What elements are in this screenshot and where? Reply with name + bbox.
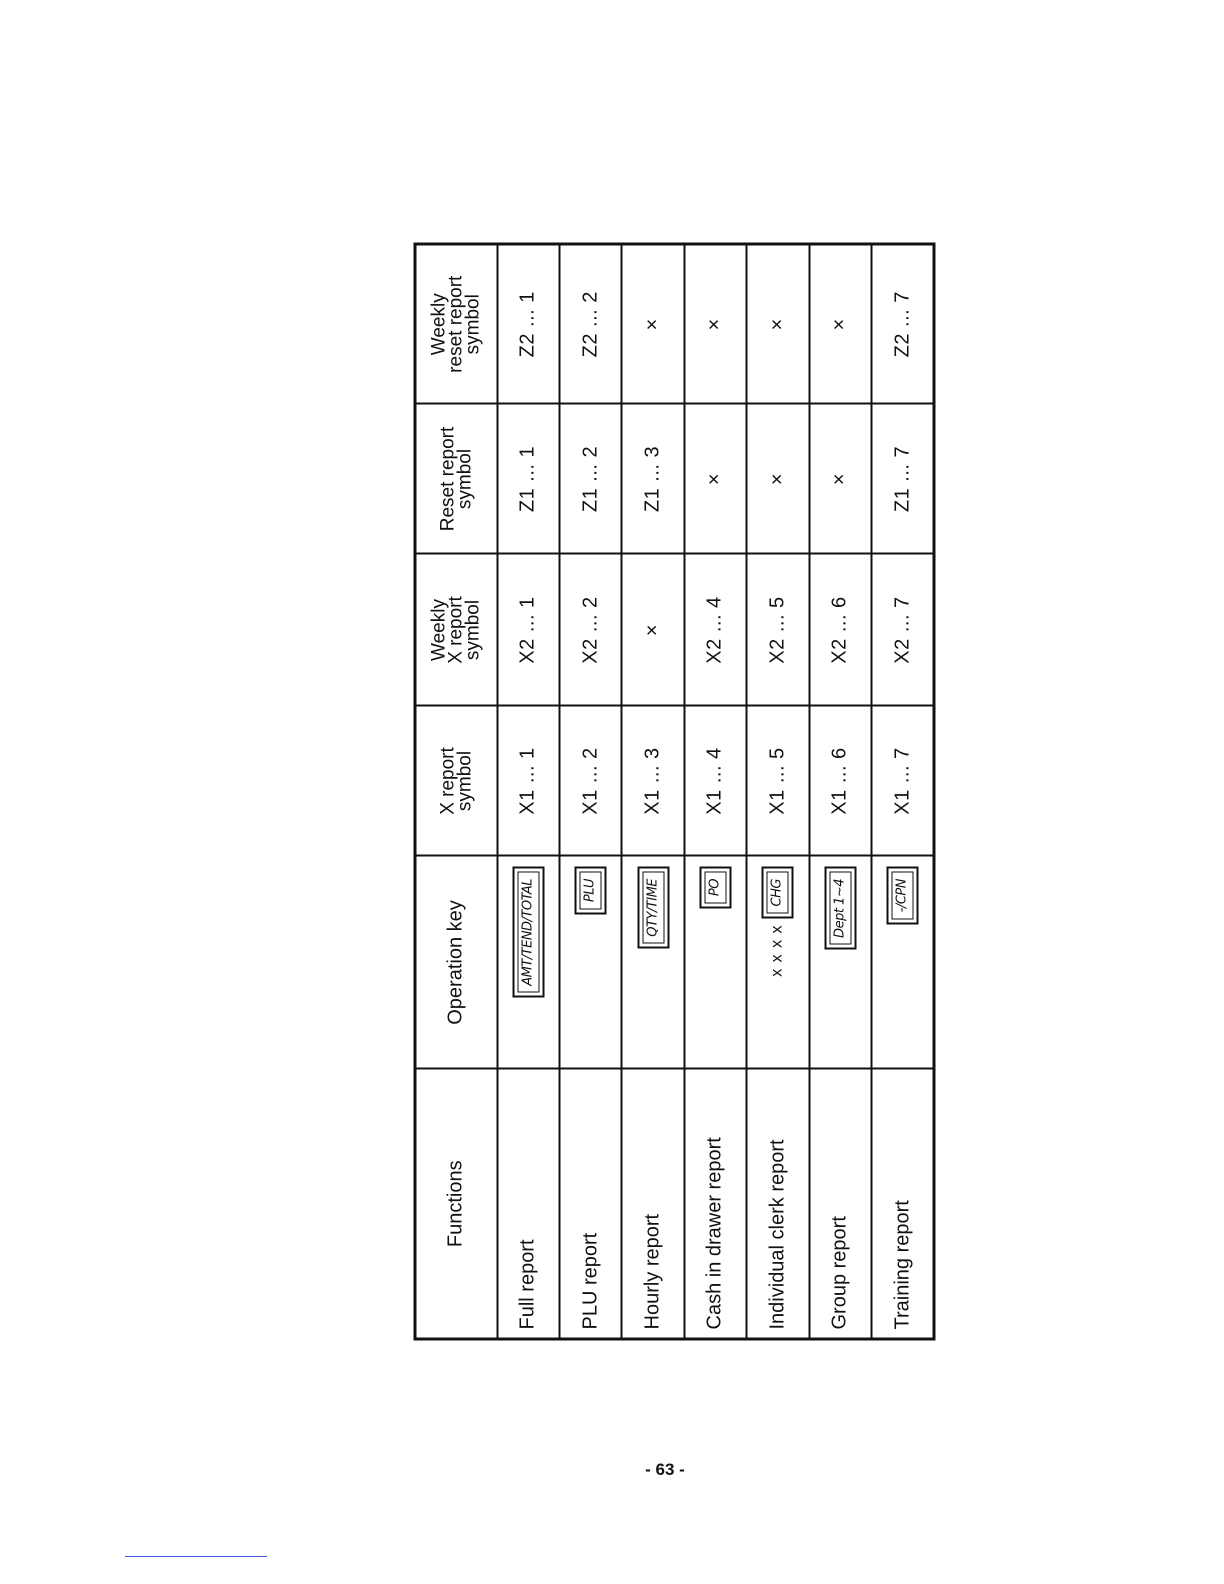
weekly-reset-report-symbol-cell: × xyxy=(622,244,684,404)
operation-key-label: CHG xyxy=(767,872,789,913)
header-weekly-reset-report: Weekly reset report symbol xyxy=(415,244,497,404)
x-report-symbol-cell: X1 ... 3 xyxy=(622,706,684,856)
header-x-report: X report symbol xyxy=(415,706,497,856)
table-row xyxy=(747,244,809,1339)
x-report-symbol-cell: X1 ... 5 xyxy=(747,706,809,856)
operation-key-box xyxy=(699,867,731,908)
reset-report-symbol-cell: Z1 ... 1 xyxy=(497,404,559,554)
weekly-x-report-symbol-cell: X2 ... 1 xyxy=(497,554,559,706)
reset-report-symbol-cell: × xyxy=(684,404,746,554)
operation-key-label: Dept 1~4 xyxy=(829,872,851,945)
weekly-reset-report-symbol-cell: × xyxy=(684,244,746,404)
operation-key-box xyxy=(512,867,544,998)
operation-key-box xyxy=(887,867,919,924)
table-row xyxy=(809,244,871,1339)
operation-key-cell xyxy=(747,856,809,1069)
weekly-x-report-symbol-cell: × xyxy=(622,554,684,706)
reset-report-symbol-cell: Z1 ... 3 xyxy=(622,404,684,554)
operation-key-label: PLU xyxy=(580,872,602,909)
weekly-x-report-symbol-cell: X2 ... 7 xyxy=(872,554,934,706)
operation-key-cell xyxy=(684,856,746,1069)
function-cell: Hourly report xyxy=(622,1069,684,1339)
function-cell: Group report xyxy=(809,1069,871,1339)
report-symbol-table xyxy=(414,243,936,1341)
function-cell: Training report xyxy=(872,1069,934,1339)
function-cell: Full report xyxy=(497,1069,559,1339)
operation-key-cell xyxy=(559,856,621,1069)
reset-report-symbol-cell: Z1 ... 7 xyxy=(872,404,934,554)
report-table-rotated xyxy=(414,246,936,1341)
footer-rule xyxy=(125,1556,267,1557)
operation-key-cell xyxy=(872,856,934,1069)
function-cell: Cash in drawer report xyxy=(684,1069,746,1339)
header-operation-key: Operation key xyxy=(415,856,497,1069)
operation-key-cell xyxy=(622,856,684,1069)
operation-key-box xyxy=(824,867,856,950)
operation-key-label: AMT/TEND/TOTAL xyxy=(517,872,539,993)
reset-report-symbol-cell: × xyxy=(747,404,809,554)
weekly-reset-report-symbol-cell: Z2 ... 1 xyxy=(497,244,559,404)
header-weekly-x-report: Weekly X report symbol xyxy=(415,554,497,706)
weekly-x-report-symbol-cell: X2 ... 4 xyxy=(684,554,746,706)
weekly-x-report-symbol-cell: X2 ... 6 xyxy=(809,554,871,706)
operation-key-box xyxy=(575,867,607,914)
x-report-symbol-cell: X1 ... 7 xyxy=(872,706,934,856)
table-row xyxy=(684,244,746,1339)
table-row xyxy=(622,244,684,1339)
table-row xyxy=(872,244,934,1339)
x-report-symbol-cell: X1 ... 1 xyxy=(497,706,559,856)
weekly-reset-report-symbol-cell: Z2 ... 7 xyxy=(872,244,934,404)
clerk-code-prefix: x x x x xyxy=(768,924,786,977)
weekly-reset-report-symbol-cell: × xyxy=(747,244,809,404)
table-row xyxy=(559,244,621,1339)
page-number: - 63 - xyxy=(645,1460,685,1479)
weekly-x-report-symbol-cell: X2 ... 2 xyxy=(559,554,621,706)
function-cell: PLU report xyxy=(559,1069,621,1339)
operation-key-cell xyxy=(809,856,871,1069)
weekly-x-report-symbol-cell: X2 ... 5 xyxy=(747,554,809,706)
operation-key-label: PO xyxy=(704,872,726,903)
operation-key-box xyxy=(637,867,669,949)
x-report-symbol-cell: X1 ... 4 xyxy=(684,706,746,856)
operation-key-box xyxy=(762,867,794,918)
x-report-symbol-cell: X1 ... 6 xyxy=(809,706,871,856)
header-reset-report: Reset report symbol xyxy=(415,404,497,554)
operation-key-label: -/CPN xyxy=(892,872,914,919)
weekly-reset-report-symbol-cell: × xyxy=(809,244,871,404)
x-report-symbol-cell: X1 ... 2 xyxy=(559,706,621,856)
table-row xyxy=(497,244,559,1339)
header-functions: Functions xyxy=(415,1069,497,1339)
function-cell: Individual clerk report xyxy=(747,1069,809,1339)
weekly-reset-report-symbol-cell: Z2 ... 2 xyxy=(559,244,621,404)
operation-key-cell xyxy=(497,856,559,1069)
reset-report-symbol-cell: Z1 ... 2 xyxy=(559,404,621,554)
operation-key-label: QTY/TIME xyxy=(642,872,664,944)
header-row xyxy=(415,244,497,1339)
reset-report-symbol-cell: × xyxy=(809,404,871,554)
